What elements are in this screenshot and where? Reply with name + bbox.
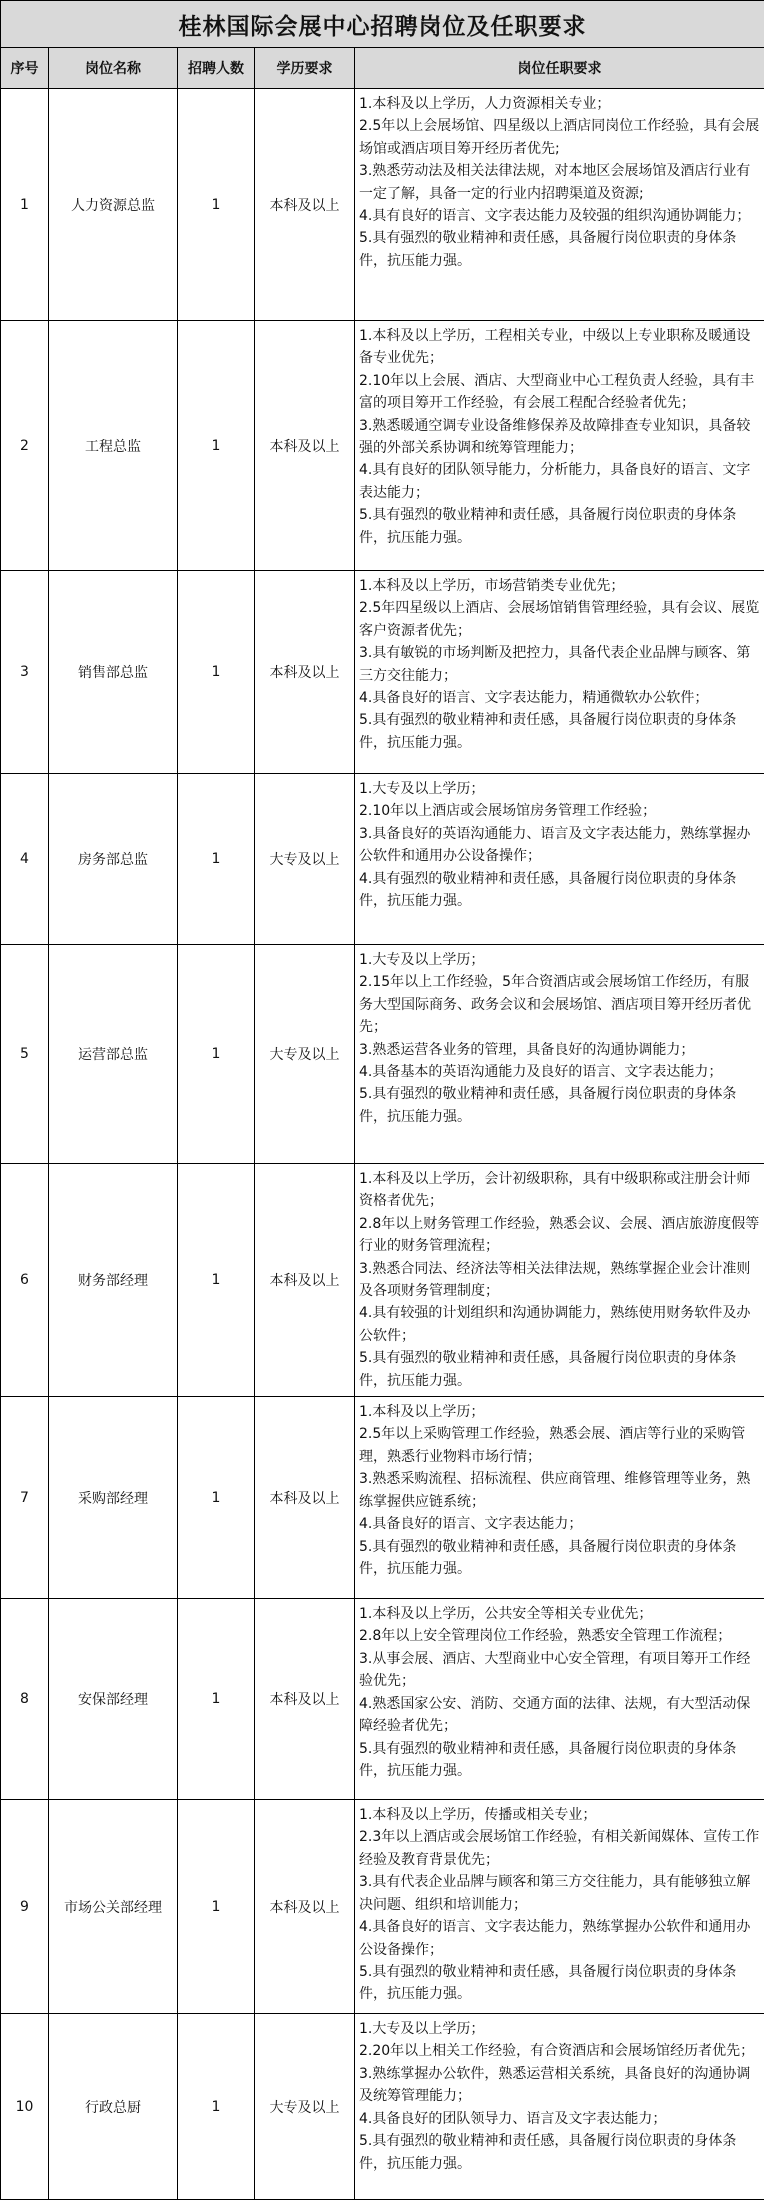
- cell-headcount: 1: [178, 774, 255, 945]
- cell-number: 3: [1, 571, 49, 774]
- cell-headcount: 1: [178, 2014, 255, 2200]
- cell-education: 本科及以上: [255, 89, 355, 321]
- cell-education: 本科及以上: [255, 1397, 355, 1599]
- requirement-item: 1.本科及以上学历，传播或相关专业；: [359, 1804, 761, 1826]
- table-row: [1, 89, 764, 321]
- table-row: [1, 774, 764, 945]
- requirement-item: 1.本科及以上学历，人力资源相关专业；: [359, 93, 761, 115]
- cell-position-name: 房务部总监: [49, 774, 178, 945]
- cell-education: 本科及以上: [255, 571, 355, 774]
- requirement-item: 3.从事会展、酒店、大型商业中心安全管理，有项目筹开工作经验优先；: [359, 1648, 761, 1693]
- cell-headcount: 1: [178, 321, 255, 571]
- cell-education: 本科及以上: [255, 1599, 355, 1800]
- requirement-item: 1.本科及以上学历，公共安全等相关专业优先；: [359, 1603, 761, 1625]
- cell-position-name: 工程总监: [49, 321, 178, 571]
- table-row: [1, 1397, 764, 1599]
- requirement-item: 1.本科及以上学历；: [359, 1401, 761, 1423]
- requirement-item: 1.本科及以上学历，会计初级职称，具有中级职称或注册会计师资格者优先；: [359, 1168, 761, 1213]
- requirement-item: 5.具有强烈的敬业精神和责任感，具备履行岗位职责的身体条件，抗压能力强。: [359, 709, 761, 754]
- cell-number: 2: [1, 321, 49, 571]
- cell-headcount: 1: [178, 89, 255, 321]
- header-count: 招聘人数: [178, 48, 255, 89]
- cell-position-name: 行政总厨: [49, 2014, 178, 2200]
- cell-headcount: 1: [178, 945, 255, 1164]
- requirement-item: 1.大专及以上学历；: [359, 778, 761, 800]
- cell-requirements: [355, 945, 764, 1164]
- cell-headcount: 1: [178, 1599, 255, 1800]
- cell-number: 7: [1, 1397, 49, 1599]
- requirement-item: 5.具有强烈的敬业精神和责任感，具备履行岗位职责的身体条件，抗压能力强。: [359, 1961, 761, 2006]
- requirement-item: 4.具备良好的团队领导力、语言及文字表达能力；: [359, 2108, 761, 2130]
- requirement-item: 3.具备良好的英语沟通能力、语言及文字表达能力，熟练掌握办公软件和通用办公设备操作；: [359, 823, 761, 868]
- cell-position-name: 财务部经理: [49, 1164, 178, 1397]
- cell-requirements: [355, 1397, 764, 1599]
- requirement-item: 5.具有强烈的敬业精神和责任感，具备履行岗位职责的身体条件，抗压能力强。: [359, 504, 761, 549]
- table-row: [1, 945, 764, 1164]
- cell-position-name: 人力资源总监: [49, 89, 178, 321]
- cell-number: 4: [1, 774, 49, 945]
- cell-requirements: [355, 89, 764, 321]
- requirement-item: 5.具有强烈的敬业精神和责任感，具备履行岗位职责的身体条件，抗压能力强。: [359, 227, 761, 272]
- requirement-item: 4.具备良好的语言、文字表达能力；: [359, 1513, 761, 1535]
- requirement-item: 4.具备良好的语言、文字表达能力，熟练掌握办公软件和通用办公设备操作；: [359, 1916, 761, 1961]
- requirement-item: 3.具有代表企业品牌与顾客和第三方交往能力，具有能够独立解决问题、组织和培训能力；: [359, 1871, 761, 1916]
- cell-requirements: [355, 1800, 764, 2014]
- cell-position-name: 市场公关部经理: [49, 1800, 178, 2014]
- requirement-item: 2.10年以上酒店或会展场馆房务管理工作经验；: [359, 800, 761, 822]
- header-no: 序号: [1, 48, 49, 89]
- cell-number: 1: [1, 89, 49, 321]
- requirement-item: 1.本科及以上学历，工程相关专业，中级以上专业职称及暖通设备专业优先；: [359, 325, 761, 370]
- cell-position-name: 运营部总监: [49, 945, 178, 1164]
- requirement-item: 4.具有较强的计划组织和沟通协调能力，熟练使用财务软件及办公软件；: [359, 1302, 761, 1347]
- cell-number: 5: [1, 945, 49, 1164]
- cell-education: 大专及以上: [255, 774, 355, 945]
- cell-requirements: [355, 774, 764, 945]
- cell-position-name: 销售部总监: [49, 571, 178, 774]
- cell-requirements: [355, 571, 764, 774]
- requirement-item: 2.5年以上采购管理工作经验，熟悉会展、酒店等行业的采购管理，熟悉行业物料市场行情；: [359, 1423, 761, 1468]
- cell-number: 9: [1, 1800, 49, 2014]
- table-row: [1, 1800, 764, 2014]
- cell-number: 8: [1, 1599, 49, 1800]
- requirement-item: 4.熟悉国家公安、消防、交通方面的法律、法规，有大型活动保障经验者优先；: [359, 1693, 761, 1738]
- requirement-item: 4.具备良好的语言、文字表达能力，精通微软办公软件；: [359, 687, 761, 709]
- header-position: 岗位名称: [49, 48, 178, 89]
- requirement-item: 2.8年以上财务管理工作经验，熟悉会议、会展、酒店旅游度假等行业的财务管理流程；: [359, 1213, 761, 1258]
- table-row: [1, 2014, 764, 2200]
- requirement-item: 3.熟悉运营各业务的管理，具备良好的沟通协调能力；: [359, 1039, 761, 1061]
- header-education: 学历要求: [255, 48, 355, 89]
- cell-position-name: 采购部经理: [49, 1397, 178, 1599]
- cell-education: 大专及以上: [255, 2014, 355, 2200]
- requirement-item: 2.8年以上安全管理岗位工作经验，熟悉安全管理工作流程；: [359, 1625, 761, 1647]
- cell-number: 6: [1, 1164, 49, 1397]
- requirement-item: 4.具备基本的英语沟通能力及良好的语言、文字表达能力；: [359, 1061, 761, 1083]
- requirement-item: 5.具有强烈的敬业精神和责任感，具备履行岗位职责的身体条件，抗压能力强。: [359, 1536, 761, 1581]
- cell-number: 10: [1, 2014, 49, 2200]
- cell-education: 本科及以上: [255, 1800, 355, 2014]
- requirement-item: 2.5年四星级以上酒店、会展场馆销售管理经验，具有会议、展览客户资源者优先；: [359, 597, 761, 642]
- table-row: [1, 1164, 764, 1397]
- requirement-item: 2.10年以上会展、酒店、大型商业中心工程负责人经验，具有丰富的项目筹开工作经验，有会展工程配合经验者优先；: [359, 370, 761, 415]
- requirement-item: 4.具有强烈的敬业精神和责任感，具备履行岗位职责的身体条件，抗压能力强。: [359, 868, 761, 913]
- requirement-item: 2.5年以上会展场馆、四星级以上酒店同岗位工作经验，具有会展场馆或酒店项目筹开经历者优先;: [359, 115, 761, 160]
- requirement-item: 4.具有良好的团队领导能力，分析能力，具备良好的语言、文字表达能力；: [359, 459, 761, 504]
- requirement-item: 3.具有敏锐的市场判断及把控力，具备代表企业品牌与顾客、第三方交往能力；: [359, 642, 761, 687]
- table-title: 桂林国际会展中心招聘岗位及任职要求: [1, 1, 764, 48]
- cell-headcount: 1: [178, 1800, 255, 2014]
- table-row: [1, 321, 764, 571]
- cell-requirements: [355, 2014, 764, 2200]
- requirement-item: 1.本科及以上学历，市场营销类专业优先；: [359, 575, 761, 597]
- cell-position-name: 安保部经理: [49, 1599, 178, 1800]
- requirement-item: 3.熟悉暖通空调专业设备维修保养及故障排查专业知识，具备较强的外部关系协调和统筹管理能力；: [359, 415, 761, 460]
- requirement-item: 5.具有强烈的敬业精神和责任感，具备履行岗位职责的身体条件，抗压能力强。: [359, 1083, 761, 1128]
- requirement-item: 5.具有强烈的敬业精神和责任感，具备履行岗位职责的身体条件，抗压能力强。: [359, 2130, 761, 2175]
- cell-education: 大专及以上: [255, 945, 355, 1164]
- table-row: [1, 1599, 764, 1800]
- requirement-item: 3.熟悉采购流程、招标流程、供应商管理、维修管理等业务，熟练掌握供应链系统；: [359, 1468, 761, 1513]
- cell-headcount: 1: [178, 1164, 255, 1397]
- cell-education: 本科及以上: [255, 321, 355, 571]
- requirement-item: 3.熟悉劳动法及相关法律法规，对本地区会展场馆及酒店行业有一定了解，具备一定的行业内招聘渠道及资源;: [359, 160, 761, 205]
- requirement-item: 2.20年以上相关工作经验，有合资酒店和会展场馆经历者优先；: [359, 2040, 761, 2062]
- cell-requirements: [355, 1164, 764, 1397]
- requirement-item: 5.具有强烈的敬业精神和责任感，具备履行岗位职责的身体条件，抗压能力强。: [359, 1738, 761, 1783]
- header-requirements: 岗位任职要求: [355, 48, 764, 89]
- requirement-item: 4.具有良好的语言、文字表达能力及较强的组织沟通协调能力；: [359, 205, 761, 227]
- cell-headcount: 1: [178, 571, 255, 774]
- table-row: [1, 571, 764, 774]
- cell-headcount: 1: [178, 1397, 255, 1599]
- requirement-item: 2.15年以上工作经验，5年合资酒店或会展场馆工作经历，有服务大型国际商务、政务会议和会展场馆、酒店项目筹开经历者优先；: [359, 971, 761, 1038]
- requirement-item: 3.熟练掌握办公软件，熟悉运营相关系统，具备良好的沟通协调及统筹管理能力；: [359, 2063, 761, 2108]
- cell-requirements: [355, 321, 764, 571]
- requirement-item: 1.大专及以上学历；: [359, 949, 761, 971]
- cell-education: 本科及以上: [255, 1164, 355, 1397]
- cell-requirements: [355, 1599, 764, 1800]
- requirement-item: 5.具有强烈的敬业精神和责任感，具备履行岗位职责的身体条件，抗压能力强。: [359, 1347, 761, 1392]
- requirement-item: 1.大专及以上学历；: [359, 2018, 761, 2040]
- requirement-item: 3.熟悉合同法、经济法等相关法律法规，熟练掌握企业会计准则及各项财务管理制度；: [359, 1258, 761, 1303]
- requirement-item: 2.3年以上酒店或会展场馆工作经验，有相关新闻媒体、宣传工作经验及教育背景优先；: [359, 1826, 761, 1871]
- table-body: [1, 89, 764, 2200]
- header-row: [1, 48, 764, 89]
